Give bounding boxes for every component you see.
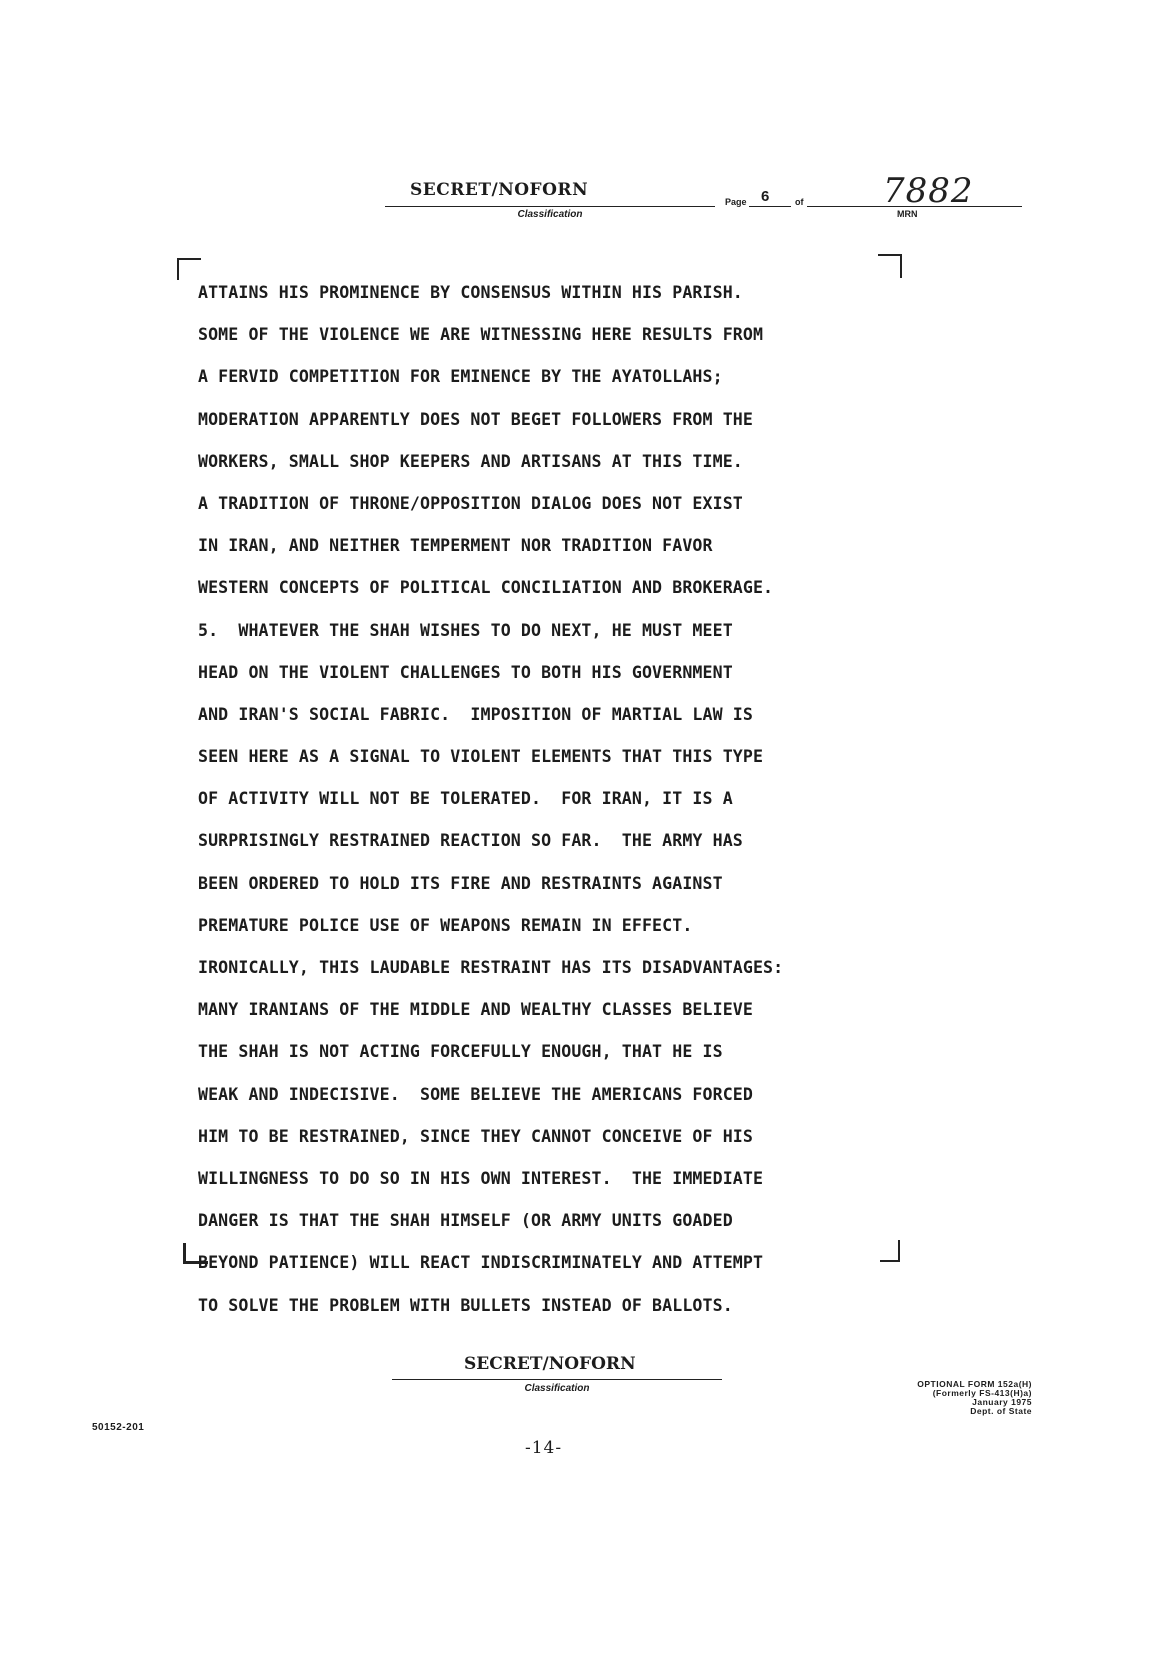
cable-body-text (198, 272, 918, 1327)
body-line: MODERATION APPARENTLY DOES NOT BEGET FOLLOWERS FROM THE (198, 409, 753, 429)
body-line: IRONICALLY, THIS LAUDABLE RESTRAINT HAS ITS DISADVANTAGES: (198, 958, 784, 977)
body-line: IN IRAN, AND NEITHER TEMPERMENT NOR TRADITION FAVOR (198, 536, 713, 556)
body-line: 5. WHATEVER THE SHAH WISHES TO DO NEXT, HE MUST MEET (198, 620, 733, 640)
body-line: AND IRAN'S SOCIAL FABRIC. IMPOSITION OF MARTIAL LAW IS (198, 704, 753, 724)
of-label: of (795, 197, 804, 207)
form-id-line: Dept. of State (970, 1406, 1032, 1416)
form-id-line: OPTIONAL FORM 152a(H) (917, 1379, 1032, 1389)
body-line: SOME OF THE VIOLENCE WE ARE WITNESSING HERE RESULTS FROM (198, 325, 764, 345)
footer-classification (392, 1354, 722, 1394)
page-label: Page (725, 197, 747, 207)
body-line: DANGER IS THAT THE SHAH HIMSELF (OR ARMY UNITS GOADED (198, 1211, 733, 1231)
body-line: HEAD ON THE VIOLENT CHALLENGES TO BOTH HIS GOVERNMENT (198, 662, 733, 682)
header-classification-rule (385, 206, 715, 207)
mrn-caption: MRN (897, 209, 918, 219)
header-classification-caption: Classification (517, 209, 583, 220)
body-line: BEYOND PATIENCE) WILL REACT INDISCRIMINATELY AND ATTEMPT (198, 1253, 764, 1273)
mrn-handwritten-number: 7882 (883, 171, 974, 211)
page-footer-number: -14- (525, 1438, 563, 1458)
page-number-rule (749, 206, 791, 207)
body-line: HIM TO BE RESTRAINED, SINCE THEY CANNOT CONCEIVE OF HIS (198, 1126, 753, 1146)
body-line: WESTERN CONCEPTS OF POLITICAL CONCILIATION AND BROKERAGE. (198, 578, 774, 598)
footer-classification-caption: Classification (524, 1383, 590, 1394)
body-line: OF ACTIVITY WILL NOT BE TOLERATED. FOR IRAN, IT IS A (198, 789, 733, 809)
form-id-line: (Formerly FS-413(H)a) (932, 1388, 1032, 1398)
body-line: WILLINGNESS TO DO SO IN HIS OWN INTEREST. THE IMMEDIATE (198, 1168, 764, 1188)
mrn-rule (807, 206, 1022, 207)
form-identification (860, 1380, 1032, 1416)
body-line: A FERVID COMPETITION FOR EMINENCE BY THE AYATOLLAHS; (198, 367, 723, 387)
stock-number: 50152-201 (92, 1422, 145, 1433)
header-page-mrn (725, 171, 1025, 225)
form-id-line: January 1975 (972, 1397, 1032, 1407)
body-line: PREMATURE POLICE USE OF WEAPONS REMAIN IN EFFECT. (198, 915, 693, 935)
footer-classification-value: SECRET/NOFORN (464, 1354, 636, 1374)
body-line: SEEN HERE AS A SIGNAL TO VIOLENT ELEMENTS THAT THIS TYPE (198, 747, 764, 767)
footer-classification-rule (392, 1379, 722, 1380)
body-line: SURPRISINGLY RESTRAINED REACTION SO FAR. THE ARMY HAS (198, 831, 743, 851)
body-line: BEEN ORDERED TO HOLD ITS FIRE AND RESTRAINTS AGAINST (198, 873, 723, 893)
header-classification (385, 180, 715, 220)
body-line: TO SOLVE THE PROBLEM WITH BULLETS INSTEAD OF BALLOTS. (198, 1295, 733, 1315)
body-line: MANY IRANIANS OF THE MIDDLE AND WEALTHY CLASSES BELIEVE (198, 1000, 753, 1020)
body-line: WEAK AND INDECISIVE. SOME BELIEVE THE AMERICANS FORCED (198, 1084, 753, 1104)
body-line: THE SHAH IS NOT ACTING FORCEFULLY ENOUGH, THAT HE IS (198, 1042, 723, 1062)
page-number: 6 (761, 188, 770, 205)
body-line: ATTAINS HIS PROMINENCE BY CONSENSUS WITHIN HIS PARISH. (198, 283, 743, 302)
body-line: A TRADITION OF THRONE/OPPOSITION DIALOG DOES NOT EXIST (198, 493, 743, 513)
body-line: WORKERS, SMALL SHOP KEEPERS AND ARTISANS AT THIS TIME. (198, 451, 743, 471)
header-classification-value: SECRET/NOFORN (410, 180, 589, 200)
